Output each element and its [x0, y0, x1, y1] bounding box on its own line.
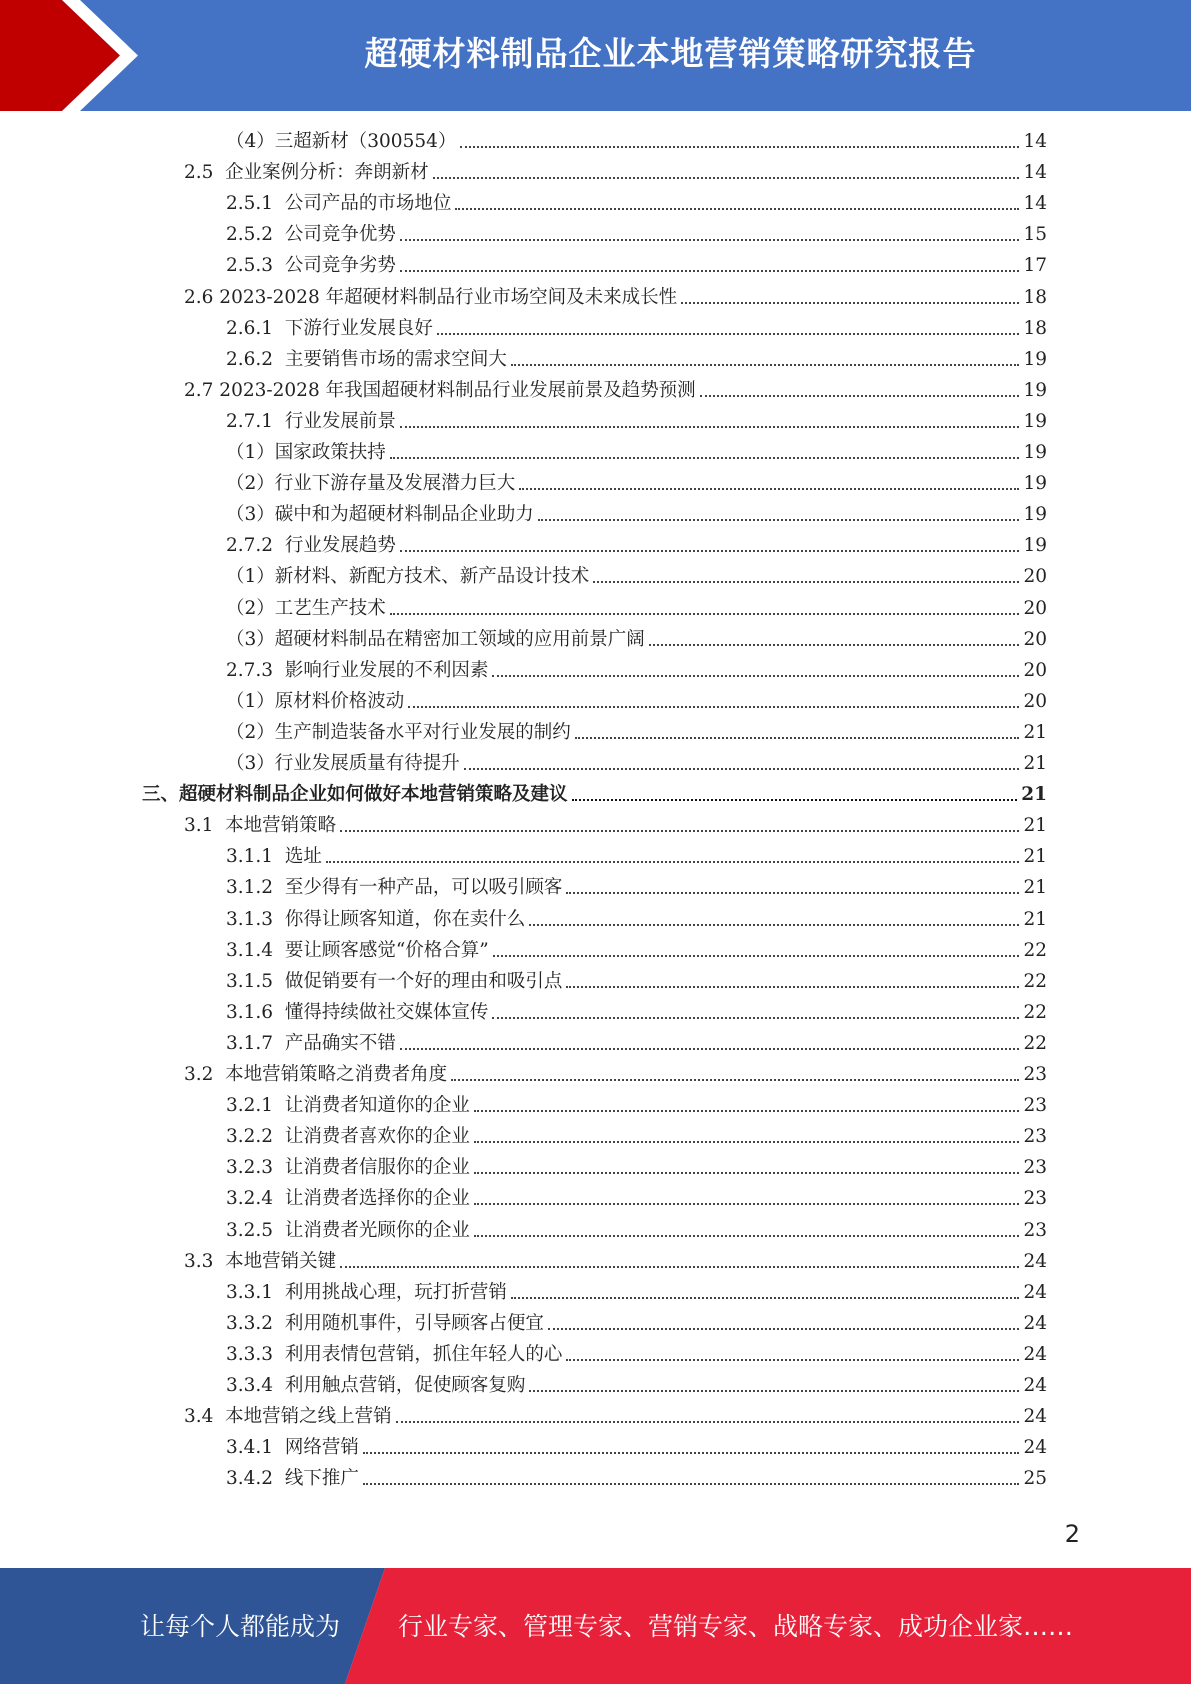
toc-entry[interactable]: [226, 1183, 1047, 1211]
toc-entry-page: 23: [1023, 1188, 1047, 1210]
toc-leader-dots: [474, 1203, 1020, 1205]
toc-entry-label: 3.2.4 让消费者选择你的企业: [226, 1188, 470, 1210]
toc-entry-page: 21: [1023, 815, 1047, 837]
toc-entry-label: 3.4.2 线下推广: [226, 1468, 359, 1490]
footer-slogan-left: 让每个人都能成为: [140, 1612, 341, 1641]
toc-entry-page: 20: [1023, 628, 1047, 650]
toc-entry[interactable]: [184, 810, 1047, 838]
toc-entry-label: 2.5.3 公司竞争劣势: [226, 255, 396, 277]
toc-entry-label: 2.7.3 影响行业发展的不利因素: [226, 659, 489, 681]
toc-leader-dots: [493, 955, 1020, 957]
toc-leader-dots: [460, 146, 1019, 148]
toc-leader-dots: [326, 861, 1020, 863]
toc-entry-label: 2.7.1 行业发展前景: [226, 410, 396, 432]
toc-entry-label: 2.6.1 下游行业发展良好: [226, 317, 433, 339]
toc-entry[interactable]: [226, 219, 1047, 247]
toc-entry[interactable]: [226, 872, 1047, 900]
toc-entry[interactable]: [226, 935, 1047, 963]
toc-leader-dots: [572, 799, 1018, 801]
toc-leader-dots: [390, 457, 1020, 459]
toc-entry-page: 24: [1023, 1312, 1047, 1334]
toc-entry[interactable]: [226, 1090, 1047, 1118]
toc-entry-page: 14: [1023, 162, 1047, 184]
toc-entry-label: 3.1.3 你得让顾客知道，你在卖什么: [226, 908, 526, 930]
toc-entry[interactable]: [184, 1401, 1047, 1429]
toc-entry-page: 21: [1021, 784, 1047, 806]
toc-entry-page: 14: [1023, 131, 1047, 152]
toc-leader-dots: [681, 302, 1019, 304]
toc-entry[interactable]: [226, 1339, 1047, 1367]
toc-entry[interactable]: [226, 966, 1047, 994]
toc-leader-dots: [400, 426, 1020, 428]
toc-entry-page: 17: [1023, 255, 1047, 277]
toc-leader-dots: [566, 986, 1019, 988]
toc-leader-dots: [575, 737, 1020, 739]
toc-entry[interactable]: [142, 779, 1047, 807]
toc-entry-page: 24: [1023, 1281, 1047, 1303]
toc-entry-page: 20: [1023, 597, 1047, 619]
toc-entry[interactable]: [184, 157, 1047, 185]
toc-leader-dots: [455, 208, 1019, 210]
toc-entry-page: 25: [1023, 1468, 1047, 1490]
toc-entry-page: 23: [1023, 1157, 1047, 1179]
toc-leader-dots: [700, 395, 1020, 397]
toc-entry-page: 15: [1023, 224, 1047, 246]
toc-leader-dots: [400, 270, 1020, 272]
toc-leader-dots: [511, 364, 1020, 366]
toc-entry-page: 18: [1023, 317, 1047, 339]
toc-entry-page: 21: [1023, 908, 1047, 930]
toc-entry-label: 3.1.4 要让顾客感觉“价格合算”: [226, 939, 489, 961]
toc-entry-label: （2）工艺生产技术: [226, 597, 386, 619]
toc-entry[interactable]: [226, 686, 1047, 714]
toc-entry-label: 3.2.1 让消费者知道你的企业: [226, 1095, 470, 1117]
toc-entry[interactable]: [226, 1432, 1047, 1460]
toc-leader-dots: [492, 1017, 1019, 1019]
toc-entry[interactable]: [226, 437, 1047, 465]
toc-entry[interactable]: [226, 904, 1047, 932]
toc-entry-label: 3.1.6 懂得持续做社交媒体宣传: [226, 1001, 489, 1023]
toc-leader-dots: [400, 1048, 1020, 1050]
toc-entry-page: 23: [1023, 1126, 1047, 1148]
toc-entry-page: 19: [1023, 410, 1047, 432]
toc-entry[interactable]: [226, 1152, 1047, 1180]
report-title: 超硬材料制品企业本地营销策略研究报告: [364, 34, 977, 73]
toc-entry-label: （3）行业发展质量有待提升: [226, 753, 460, 774]
toc-entry-label: （2）行业下游存量及发展潜力巨大: [226, 473, 516, 495]
toc-leader-dots: [464, 768, 1020, 770]
toc-entry-page: 20: [1023, 690, 1047, 712]
toc-entry-label: 3.3.1 利用挑战心理，玩打折营销: [226, 1281, 507, 1303]
toc-entry-page: 19: [1023, 442, 1047, 463]
toc-leader-dots: [340, 830, 1019, 832]
toc-leader-dots: [511, 1297, 1020, 1299]
toc-leader-dots: [474, 1172, 1020, 1174]
toc-leader-dots: [538, 519, 1020, 521]
toc-entry-label: 3.1.5 做促销要有一个好的理由和吸引点: [226, 970, 563, 992]
toc-entry-page: 21: [1023, 846, 1047, 868]
toc-entry-page: 14: [1023, 193, 1047, 215]
toc-entry[interactable]: [226, 250, 1047, 278]
toc-entry-label: （3）碳中和为超硬材料制品企业助力: [226, 504, 534, 526]
toc-entry-label: （4）三超新材（300554）: [226, 131, 457, 152]
toc-entry[interactable]: [226, 499, 1047, 527]
toc-entry[interactable]: [226, 593, 1047, 621]
toc-entry[interactable]: [226, 1121, 1047, 1149]
toc-entry-page: 19: [1023, 379, 1047, 401]
toc-entry-page: 20: [1023, 659, 1047, 681]
toc-entry[interactable]: [226, 997, 1047, 1025]
footer-slogan-right: 行业专家、管理专家、营销专家、战略专家、成功企业家……: [398, 1612, 1074, 1641]
toc-entry-label: 3.2.5 让消费者光顾你的企业: [226, 1219, 470, 1241]
toc-entry-label: 三、超硬材料制品企业如何做好本地营销策略及建议: [142, 784, 568, 806]
toc-entry[interactable]: [226, 1215, 1047, 1243]
header-arrow-decoration: [0, 0, 160, 111]
toc-entry[interactable]: [226, 841, 1047, 869]
toc-entry-label: 3.4.1 网络营销: [226, 1437, 359, 1459]
toc-entry[interactable]: [226, 1463, 1047, 1491]
toc-entry-page: 19: [1023, 504, 1047, 526]
toc-entry[interactable]: [226, 1370, 1047, 1398]
toc-leader-dots: [566, 892, 1019, 894]
toc-entry-label: 3.1 本地营销策略: [184, 815, 337, 837]
toc-leader-dots: [519, 488, 1019, 490]
toc-entry-label: 3.3.4 利用触点营销，促使顾客复购: [226, 1375, 526, 1396]
toc-leader-dots: [340, 1266, 1019, 1268]
toc-leader-dots: [363, 1452, 1020, 1454]
toc-entry-page: 23: [1023, 1095, 1047, 1117]
toc-entry[interactable]: [226, 1277, 1047, 1305]
toc-entry-page: 19: [1023, 348, 1047, 370]
toc-entry-page: 23: [1023, 1064, 1047, 1085]
toc-entry-page: 24: [1023, 1250, 1047, 1272]
toc-leader-dots: [433, 177, 1020, 179]
toc-leader-dots: [529, 1390, 1019, 1392]
toc-entry[interactable]: [226, 655, 1047, 683]
toc-entry-label: （3）超硬材料制品在精密加工领域的应用前景广阔: [226, 628, 645, 650]
toc-entry-page: 24: [1023, 1375, 1047, 1396]
toc-entry-page: 21: [1023, 753, 1047, 774]
toc-leader-dots: [649, 644, 1020, 646]
toc-leader-dots: [390, 613, 1020, 615]
page-footer: [0, 1568, 1191, 1684]
toc-leader-dots: [363, 1483, 1020, 1485]
toc-entry-page: 20: [1023, 566, 1047, 588]
toc-entry-label: 3.3.2 利用随机事件，引导顾客占便宜: [226, 1312, 544, 1334]
toc-entry-label: 2.5.2 公司竞争优势: [226, 224, 396, 246]
toc-entry-page: 24: [1023, 1343, 1047, 1365]
toc-entry-label: 3.2.3 让消费者信服你的企业: [226, 1157, 470, 1179]
page-number: 2: [1064, 1520, 1080, 1548]
toc-leader-dots: [474, 1110, 1020, 1112]
toc-leader-dots: [400, 239, 1020, 241]
toc-entry-label: （1）国家政策扶持: [226, 442, 386, 463]
toc-leader-dots: [474, 1235, 1020, 1237]
toc-entry[interactable]: [226, 624, 1047, 652]
toc-entry-label: 2.7.2 行业发展趋势: [226, 535, 396, 557]
toc-entry[interactable]: [226, 313, 1047, 341]
toc-entry-label: 2.6.2 主要销售市场的需求空间大: [226, 348, 507, 370]
toc-entry[interactable]: [226, 748, 1047, 776]
toc-leader-dots: [548, 1328, 1020, 1330]
toc-entry-page: 22: [1023, 939, 1047, 961]
toc-leader-dots: [474, 1141, 1020, 1143]
toc-entry[interactable]: [226, 344, 1047, 372]
toc-entry-label: 3.1.7 产品确实不错: [226, 1032, 396, 1054]
toc-entry[interactable]: [184, 1246, 1047, 1274]
toc-leader-dots: [408, 706, 1019, 708]
toc-entry[interactable]: [226, 1028, 1047, 1056]
toc-entry-page: 21: [1023, 721, 1047, 743]
toc-entry-label: 3.2 本地营销策略之消费者角度: [184, 1064, 448, 1085]
toc-entry-label: 2.5 企业案例分析：奔朗新材: [184, 162, 429, 184]
toc-entry[interactable]: [226, 561, 1047, 589]
toc-entry-label: 3.3.3 利用表情包营销，抓住年轻人的心: [226, 1343, 563, 1365]
toc-entry-label: 2.6 2023-2028 年超硬材料制品行业市场空间及未来成长性: [184, 286, 678, 308]
toc-entry-page: 24: [1023, 1406, 1047, 1428]
toc-leader-dots: [492, 675, 1019, 677]
toc-leader-dots: [593, 581, 1019, 583]
toc-entry-label: 2.7 2023-2028 年我国超硬材料制品行业发展前景及趋势预测: [184, 379, 696, 401]
toc-entry-label: 2.5.1 公司产品的市场地位: [226, 193, 452, 215]
toc-entry-page: 19: [1023, 535, 1047, 557]
toc-entry-page: 18: [1023, 286, 1047, 308]
toc-entry[interactable]: [184, 1059, 1047, 1087]
toc-entry-page: 22: [1023, 970, 1047, 992]
toc-leader-dots: [400, 550, 1020, 552]
toc-entry[interactable]: [226, 126, 1047, 154]
page-header: [0, 0, 1191, 111]
toc-leader-dots: [437, 333, 1020, 335]
toc-entry-label: 3.1.1 选址: [226, 846, 322, 868]
toc-entry-label: 3.4 本地营销之线上营销: [184, 1406, 392, 1428]
toc-entry[interactable]: [226, 188, 1047, 216]
toc-entry-page: 24: [1023, 1437, 1047, 1459]
toc-entry-page: 21: [1023, 877, 1047, 899]
toc-entry[interactable]: [226, 406, 1047, 434]
toc-leader-dots: [566, 1359, 1019, 1361]
toc-entry[interactable]: [184, 375, 1047, 403]
toc-entry[interactable]: [226, 530, 1047, 558]
toc-leader-dots: [396, 1421, 1020, 1423]
toc-entry-label: 3.2.2 让消费者喜欢你的企业: [226, 1126, 470, 1148]
toc-entry-page: 19: [1023, 473, 1047, 495]
toc-entry-label: 3.3 本地营销关键: [184, 1250, 337, 1272]
toc-entry[interactable]: [184, 282, 1047, 310]
toc-entry-label: 3.1.2 至少得有一种产品，可以吸引顾客: [226, 877, 563, 899]
toc-entry-label: （1）原材料价格波动: [226, 690, 405, 712]
toc-entry-label: （1）新材料、新配方技术、新产品设计技术: [226, 566, 590, 588]
toc-entry-label: （2）生产制造装备水平对行业发展的制约: [226, 721, 571, 743]
toc-entry-page: 23: [1023, 1219, 1047, 1241]
toc-entry-page: 22: [1023, 1032, 1047, 1054]
toc-leader-dots: [451, 1079, 1019, 1081]
toc-entry[interactable]: [226, 468, 1047, 496]
toc-entry[interactable]: [226, 717, 1047, 745]
toc-leader-dots: [529, 924, 1019, 926]
toc-entry-page: 22: [1023, 1001, 1047, 1023]
toc-entry[interactable]: [226, 1308, 1047, 1336]
